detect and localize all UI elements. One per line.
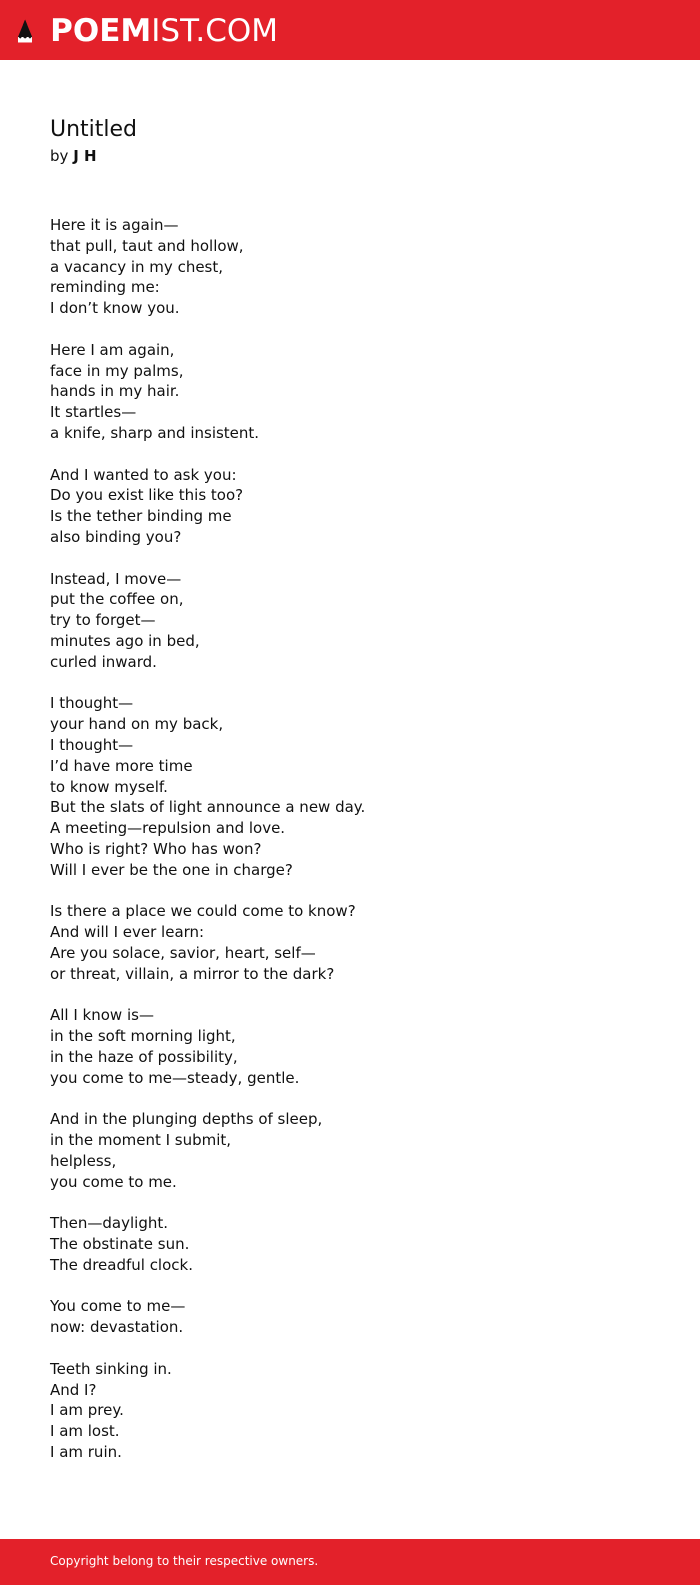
poem-stanza: [50, 215, 650, 319]
poem-line: to know myself.: [50, 777, 168, 796]
poem-line: also binding you?: [50, 527, 182, 546]
poem-line: curled inward.: [50, 652, 157, 671]
poem-line: Then—daylight.: [50, 1214, 169, 1233]
poem-line: I don’t know you.: [50, 299, 180, 318]
pencil-tip-icon: [18, 10, 32, 52]
poem-line: Is the tether binding me: [50, 507, 232, 526]
poem-line: Teeth sinking in.: [50, 1359, 172, 1378]
poem-line: And in the plunging depths of sleep,: [50, 1110, 323, 1129]
poem-stanza: [50, 340, 650, 444]
poem-line: Are you solace, savior, heart, self—: [50, 943, 316, 962]
copyright-text: Copyright belong to their respective owners.: [50, 1554, 319, 1568]
poem-line: I’d have more time: [50, 756, 193, 775]
poem-line: The obstinate sun.: [50, 1235, 190, 1254]
by-label: by: [50, 147, 69, 165]
poem-heading: [50, 116, 650, 168]
poem-line: you come to me—steady, gentle.: [50, 1068, 300, 1087]
poem-stanza: [50, 1296, 650, 1338]
site-footer: [0, 1539, 700, 1585]
poem-line: I am ruin.: [50, 1443, 122, 1462]
poem-line: reminding me:: [50, 278, 160, 297]
poem-line: A meeting—repulsion and love.: [50, 819, 286, 838]
poem-line: now: devastation.: [50, 1318, 184, 1337]
poem-line: try to forget—: [50, 611, 156, 630]
poem-line: your hand on my back,: [50, 715, 224, 734]
poem-line: minutes ago in bed,: [50, 631, 200, 650]
poem-stanza: [50, 569, 650, 673]
poem-line: in the haze of possibility,: [50, 1047, 238, 1066]
poem-stanza: [50, 693, 650, 880]
poem-stanza: [50, 1005, 650, 1088]
poem-line: I thought—: [50, 735, 134, 754]
logo-wordmark: [50, 10, 278, 52]
author-name: J H: [73, 147, 97, 165]
poem-line: Do you exist like this too?: [50, 486, 244, 505]
poem-stanza: [50, 1359, 650, 1463]
poem-line: hands in my hair.: [50, 382, 180, 401]
poem-line: But the slats of light announce a new day.: [50, 798, 366, 817]
poem-line: I am lost.: [50, 1422, 120, 1441]
poem-line: Here I am again,: [50, 340, 175, 359]
poem-line: that pull, taut and hollow,: [50, 236, 244, 255]
poem-line: And I?: [50, 1380, 97, 1399]
poem-byline: [50, 144, 650, 168]
poem-line: Who is right? Who has won?: [50, 839, 262, 858]
poem-line: I am prey.: [50, 1401, 124, 1420]
poem-line: Will I ever be the one in charge?: [50, 860, 293, 879]
poem-line: in the soft morning light,: [50, 1027, 236, 1046]
logo-bold-text: POEM: [50, 13, 152, 49]
poem-line: And I wanted to ask you:: [50, 465, 237, 484]
poem-title: Untitled: [50, 117, 138, 142]
poem-stanza: [50, 1213, 650, 1275]
site-logo[interactable]: [18, 10, 278, 52]
poem-line: you come to me.: [50, 1172, 177, 1191]
poem-line: a knife, sharp and insistent.: [50, 423, 260, 442]
poem-line: Here it is again—: [50, 216, 179, 234]
poem-line: face in my palms,: [50, 361, 184, 380]
poem-line: a vacancy in my chest,: [50, 257, 224, 276]
poem-line: in the moment I submit,: [50, 1131, 232, 1150]
poem-line: I thought—: [50, 694, 134, 713]
poem-line: It startles—: [50, 403, 137, 422]
poem-line: or threat, villain, a mirror to the dark?: [50, 964, 335, 983]
poem-line: The dreadful clock.: [50, 1255, 193, 1274]
poem-line: You come to me—: [50, 1297, 186, 1316]
poem-line: All I know is—: [50, 1006, 154, 1025]
poem-line: And will I ever learn:: [50, 923, 205, 942]
poem-line: helpless,: [50, 1151, 117, 1170]
poem-line: Instead, I move—: [50, 569, 182, 588]
logo-light-text: IST.COM: [151, 13, 278, 49]
poem-stanza: [50, 465, 650, 548]
poem-line: Is there a place we could come to know?: [50, 902, 356, 921]
poem-stanza: [50, 901, 650, 984]
poem-stanza: [50, 1109, 650, 1192]
poem-body: [50, 215, 650, 1484]
poem-line: put the coffee on,: [50, 590, 184, 609]
site-header: [0, 0, 700, 60]
